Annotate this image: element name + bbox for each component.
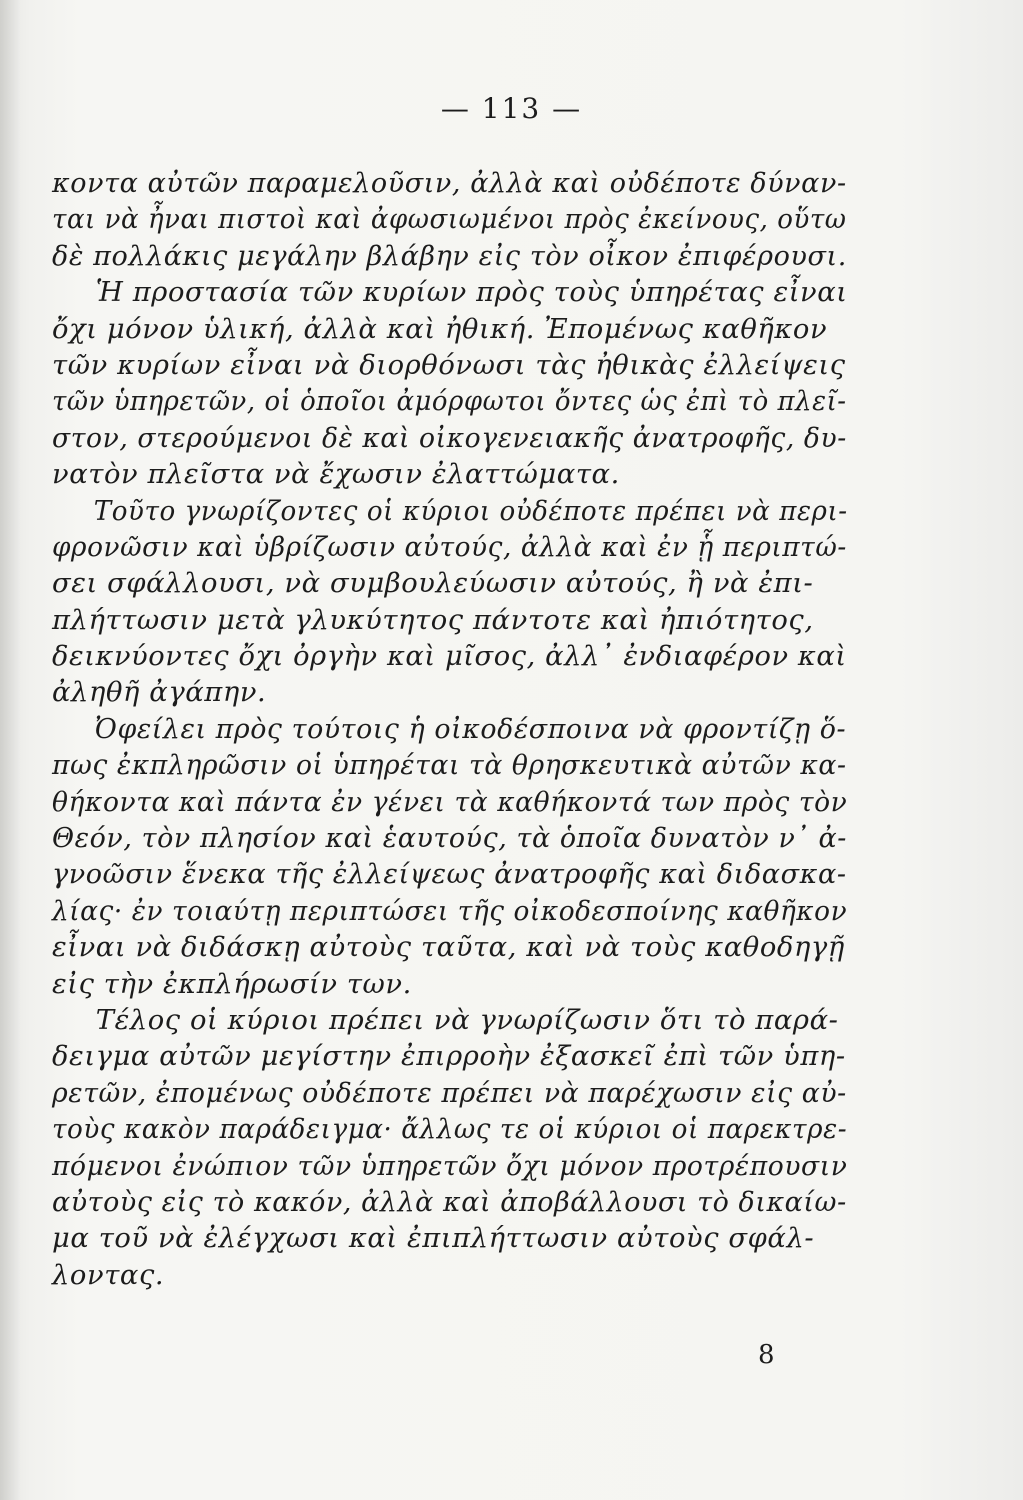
- text-line: φρονῶσιν καὶ ὑβρίζωσιν αὐτούς, ἀλλὰ καὶ ἐν ᾗ περιπτώ-: [52, 530, 847, 563]
- body-text: [52, 165, 852, 1293]
- text-line: δὲ πολλάκις μεγάλην βλάβην εἰς τὸν οἶκον ἐπιφέρουσι.: [52, 239, 847, 272]
- text-line: τῶν ὑπηρετῶν, οἱ ὁποῖοι ἀμόρφωτοι ὄντες ὡς ἐπὶ τὸ πλεῖ-: [52, 385, 847, 418]
- text-line: κοντα αὐτῶν παραμελοῦσιν, ἀλλὰ καὶ οὐδέποτε δύναν-: [52, 167, 847, 199]
- text-line: ὄχι μόνον ὑλική, ἀλλὰ καὶ ἠθική. Ἐπομένως καθῆκον: [52, 312, 828, 345]
- text-line: θήκοντα καὶ πάντα ἐν γένει τὰ καθήκοντά των πρὸς τὸν: [52, 785, 848, 818]
- text-line: ται νὰ ἦναι πιστοὶ καὶ ἀφωσιωμένοι πρὸς ἐκείνους, οὕτω: [52, 203, 847, 236]
- text-line: ἀληθῆ ἀγάπην.: [52, 676, 267, 709]
- text-line: τοὺς κακὸν παράδειγμα· ἄλλως τε οἱ κύριοι οἱ παρεκτρε-: [52, 1113, 848, 1146]
- text-line: Τοῦτο γνωρίζοντες οἱ κύριοι οὐδέποτε πρέπει νὰ περι-: [93, 494, 848, 527]
- text-line: λίας· ἐν τοιαύτῃ περιπτώσει τῆς οἰκοδεσποίνης καθῆκον: [52, 894, 848, 927]
- text-line: πλήττωσιν μετὰ γλυκύτητος πάντοτε καὶ ἠπιότητος,: [52, 603, 814, 636]
- text-line: γνοῶσιν ἕνεκα τῆς ἐλλείψεως ἀνατροφῆς καὶ διδασκα-: [52, 858, 847, 891]
- text-line: πως ἐκπληρῶσιν οἱ ὑπηρέται τὰ θρησκευτικὰ αὐτῶν κα-: [52, 749, 847, 782]
- text-line: μα τοῦ νὰ ἐλέγχωσι καὶ ἐπιπλήττωσιν αὐτοὺς σφάλ-: [52, 1222, 815, 1255]
- text-line: Τέλος οἱ κύριοι πρέπει νὰ γνωρίζωσιν ὅτι τὸ παρά-: [95, 1003, 839, 1036]
- text-line: τῶν κυρίων εἶναι νὰ διορθόνωσι τὰς ἠθικὰς ἐλλείψεις: [52, 348, 846, 381]
- page-number-header: — 113 —: [440, 92, 583, 125]
- text-line: Ἡ προστασία τῶν κυρίων πρὸς τοὺς ὑπηρέτας εἶναι: [95, 276, 848, 309]
- text-line: Θεόν, τὸν πλησίον καὶ ἑαυτούς, τὰ ὁποῖα δυνατὸν ν᾽ ἀ-: [52, 822, 847, 855]
- text-line: ρετῶν, ἐπομένως οὐδέποτε πρέπει νὰ παρέχωσιν εἰς αὐ-: [52, 1076, 847, 1109]
- text-line: στον, στερούμενοι δὲ καὶ οἰκογενειακῆς ἀνατροφῆς, δυ-: [52, 421, 847, 454]
- text-line: εἰς τὴν ἐκπλήρωσίν των.: [52, 967, 412, 1000]
- text-line: Ὀφείλει πρὸς τούτοις ἡ οἰκοδέσποινα νὰ φροντίζῃ ὅ-: [94, 712, 847, 745]
- page-gutter: [0, 0, 20, 1500]
- text-line: αὐτοὺς εἰς τὸ κακόν, ἀλλὰ καὶ ἀποβάλλουσι τὸ δικαίω-: [52, 1185, 847, 1218]
- text-line: δειγμα αὐτῶν μεγίστην ἐπιρροὴν ἐξασκεῖ ἐπὶ τῶν ὑπη-: [52, 1040, 846, 1073]
- text-line: πόμενοι ἐνώπιον τῶν ὑπηρετῶν ὄχι μόνον προτρέπουσιν: [52, 1149, 848, 1182]
- text-line: εἶναι νὰ διδάσκῃ αὐτοὺς ταῦτα, καὶ νὰ τοὺς καθοδηγῇ: [52, 931, 845, 964]
- text-line: νατὸν πλεῖστα νὰ ἔχωσιν ἐλαττώματα.: [52, 458, 620, 491]
- text-line: σει σφάλλουσι, νὰ συμβουλεύωσιν αὐτούς, ἢ νὰ ἐπι-: [52, 567, 814, 600]
- signature-mark: 8: [758, 1340, 775, 1370]
- text-line: δεικνύοντες ὄχι ὀργὴν καὶ μῖσος, ἀλλ᾽ ἐνδιαφέρον καὶ: [52, 640, 847, 673]
- text-line: λοντας.: [52, 1258, 165, 1291]
